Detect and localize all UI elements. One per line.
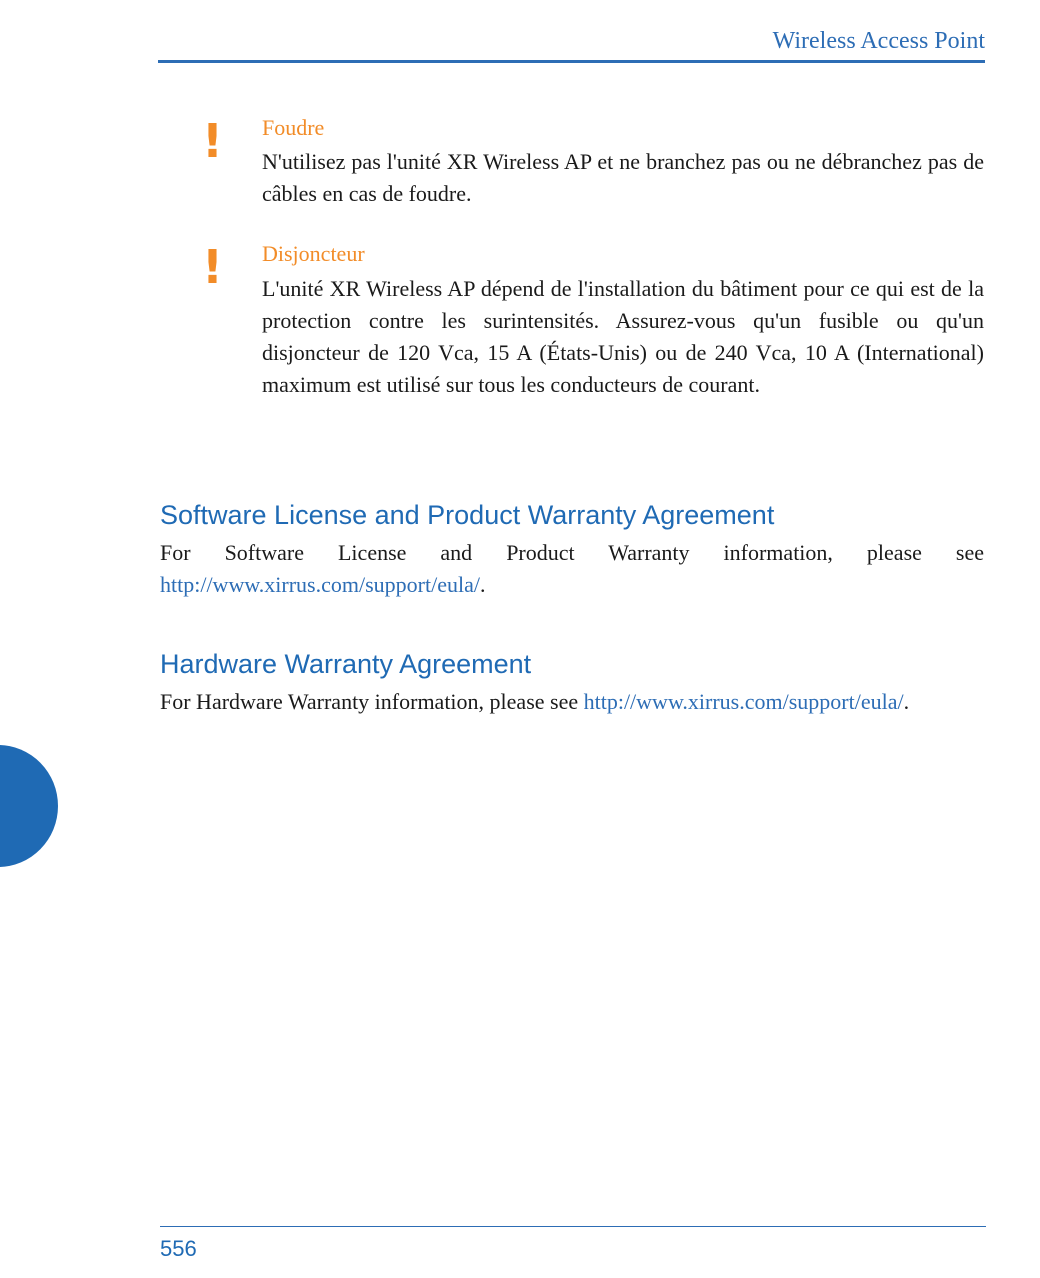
footer-rule: [160, 1226, 986, 1227]
exclamation-icon: !: [202, 114, 223, 168]
header-rule: [158, 60, 985, 63]
eula-link[interactable]: http://www.xirrus.com/support/eula/: [160, 572, 480, 597]
warning-title: Foudre: [262, 115, 325, 140]
section-suffix: .: [479, 572, 486, 597]
eula-link[interactable]: http://www.xirrus.com/support/eula/: [583, 689, 904, 714]
warning-body: N'utilisez pas l'unité XR Wireless AP et ne branchez pas ou ne débranchez pas de câbles en cas de foudre.: [262, 149, 984, 206]
section-text: For Hardware Warranty information, please see: [160, 689, 584, 714]
section-text: For Software License and Product Warranty information, please see: [160, 540, 984, 565]
section-body: [160, 686, 984, 718]
side-thumb-tab: [0, 745, 58, 867]
warning-body: L'unité XR Wireless AP dépend de l'installation du bâtiment pour ce qui est de la protection contre les surintensités. Assurez-vous qu'un fusible ou qu'un disjoncteur de 120 Vca, 15 A (États-Unis) ou de 240 Vca, 10 A (International) maximum est utilisé sur tous les conducteurs de courant.: [262, 276, 984, 397]
running-header: Wireless Access Point: [772, 28, 985, 54]
warning-title: Disjoncteur: [262, 241, 365, 266]
section-body: [160, 537, 984, 601]
page-number: 556: [160, 1236, 197, 1261]
section-heading: Software License and Product Warranty Agreement: [160, 500, 775, 530]
exclamation-icon: !: [202, 240, 223, 294]
section-suffix: .: [903, 689, 910, 714]
section-heading: Hardware Warranty Agreement: [160, 649, 532, 679]
